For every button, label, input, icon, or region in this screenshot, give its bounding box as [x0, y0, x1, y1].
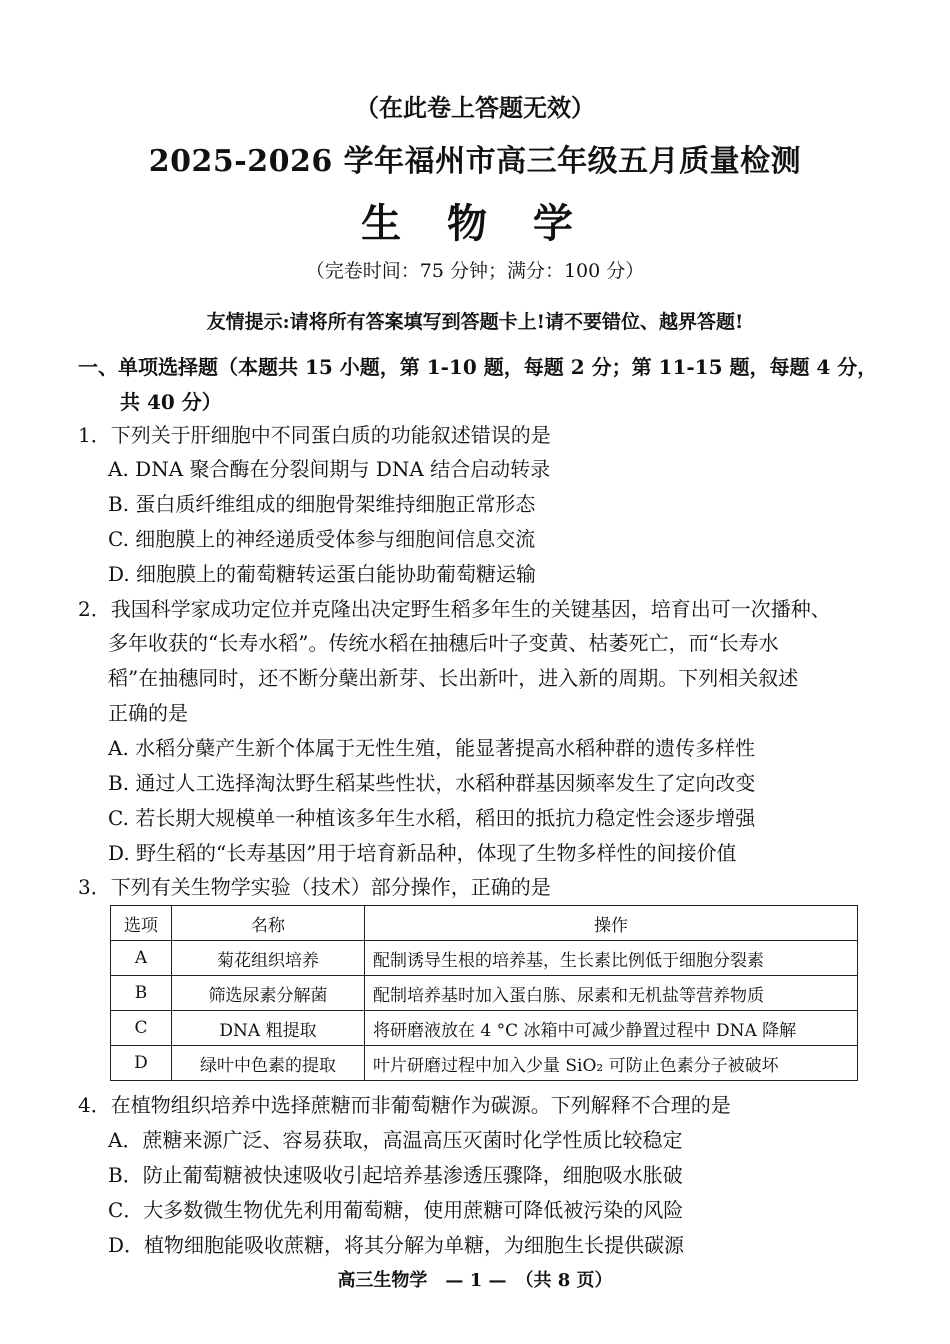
table-cell-name: 菊花组织培养 [172, 941, 365, 976]
question-1-stem: 1．下列关于肝细胞中不同蛋白质的功能叙述错误的是 [78, 423, 551, 447]
table-cell-operation: 配制培养基时加入蛋白胨、尿素和无机盐等营养物质 [365, 976, 858, 1011]
question-4-stem: 4．在植物组织培养中选择蔗糖而非葡萄糖作为碳源。下列解释不合理的是 [78, 1093, 731, 1117]
table-cell-option: B [111, 976, 172, 1011]
table-cell-option: C [111, 1011, 172, 1046]
table-cell-name: DNA 粗提取 [172, 1011, 365, 1046]
invalid-notice: （在此卷上答题无效） [355, 93, 595, 122]
table-cell-operation: 叶片研磨过程中加入少量 SiO₂ 可防止色素分子被破坏 [365, 1046, 858, 1081]
table-row [111, 941, 858, 976]
question-1-option-c: C. 细胞膜上的神经递质受体参与细胞间信息交流 [108, 527, 536, 551]
question-2-stem-line-1: 2．我国科学家成功定位并克隆出决定野生稻多年生的关键基因，培育出可一次播种、 [78, 597, 831, 621]
question-1-option-b: B. 蛋白质纤维组成的细胞骨架维持细胞正常形态 [108, 492, 536, 516]
exam-title: 2025-2026 学年福州市高三年级五月质量检测 [148, 144, 802, 179]
table-row [111, 1046, 858, 1081]
question-4-option-a: A．蔗糖来源广泛、容易获取，高温高压灭菌时化学性质比较稳定 [108, 1128, 683, 1152]
question-3-stem: 3．下列有关生物学实验（技术）部分操作，正确的是 [78, 875, 551, 899]
table-header-name: 名称 [172, 906, 365, 941]
question-1-option-d: D. 细胞膜上的葡萄糖转运蛋白能协助葡萄糖运输 [108, 562, 537, 586]
section-heading-cont: 共 40 分） [120, 390, 222, 414]
table-header-operation: 操作 [365, 906, 858, 941]
question-3-table [110, 905, 858, 1081]
table-cell-operation: 配制诱导生根的培养基，生长素比例低于细胞分裂素 [365, 941, 858, 976]
exam-timing: （完卷时间：75 分钟；满分：100 分） [305, 260, 645, 282]
question-2-stem-line-2: 多年收获的“长寿水稻”。传统水稻在抽穗后叶子变黄、枯萎死亡，而“长寿水 [108, 631, 779, 655]
question-2-stem-line-4: 正确的是 [108, 701, 188, 725]
question-2-option-c: C. 若长期大规模单一种植该多年生水稻，稻田的抵抗力稳定性会逐步增强 [108, 806, 756, 830]
table-cell-option: A [111, 941, 172, 976]
table-row [111, 976, 858, 1011]
table-cell-name: 绿叶中色素的提取 [172, 1046, 365, 1081]
question-2-option-d: D. 野生稻的“长寿基因”用于培育新品种，体现了生物多样性的间接价值 [108, 841, 737, 865]
table-header-row [111, 906, 858, 941]
question-2-option-a: A. 水稻分蘖产生新个体属于无性生殖，能显著提高水稻种群的遗传多样性 [108, 736, 756, 760]
section-heading: 一、单项选择题（本题共 15 小题，第 1-10 题，每题 2 分；第 11-15 题，每题 4 分， [78, 355, 878, 379]
table-row [111, 1011, 858, 1046]
table-cell-operation: 将研磨液放在 4 °C 冰箱中可减少静置过程中 DNA 降解 [365, 1011, 858, 1046]
page-footer: 高三生物学 — 1 — （共 8 页） [337, 1270, 613, 1291]
table-cell-name: 筛选尿素分解菌 [172, 976, 365, 1011]
question-4-option-c: C．大多数微生物优先利用葡萄糖，使用蔗糖可降低被污染的风险 [108, 1198, 684, 1222]
friendly-tip: 友情提示:请将所有答案填写到答题卡上!请不要错位、越界答题! [206, 311, 744, 333]
table-header-option: 选项 [111, 906, 172, 941]
question-2-stem-line-3: 稻”在抽穗同时，还不断分蘖出新芽、长出新叶，进入新的周期。下列相关叙述 [108, 666, 799, 690]
question-4-option-b: B．防止葡萄糖被快速吸收引起培养基渗透压骤降，细胞吸水胀破 [108, 1163, 683, 1187]
question-2-option-b: B. 通过人工选择淘汰野生稻某些性状，水稻种群基因频率发生了定向改变 [108, 771, 756, 795]
subject-title: 生 物 学 [361, 200, 589, 247]
question-4-option-d: D．植物细胞能吸收蔗糖，将其分解为单糖，为细胞生长提供碳源 [108, 1233, 685, 1257]
table-cell-option: D [111, 1046, 172, 1081]
question-1-option-a: A. DNA 聚合酶在分裂间期与 DNA 结合启动转录 [108, 457, 551, 481]
